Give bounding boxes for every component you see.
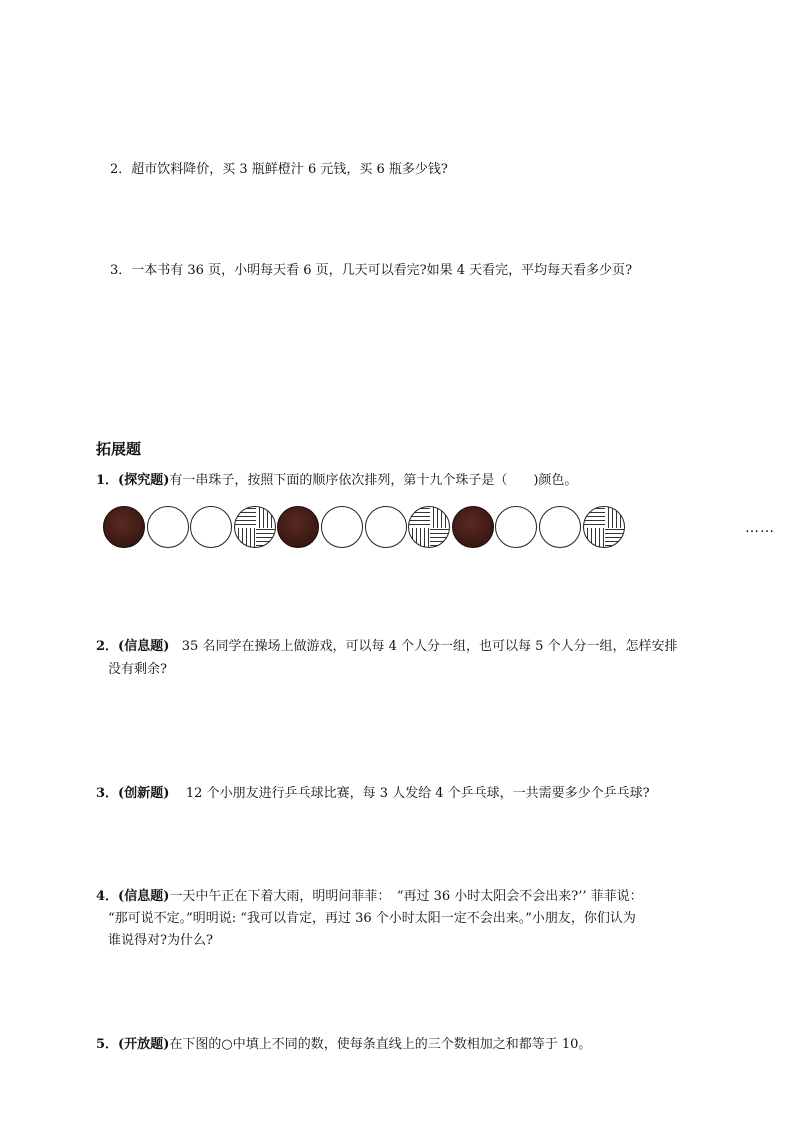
white-bead [321,506,363,548]
white-bead [365,506,407,548]
dark-bead [277,506,319,548]
pattern-bead [408,506,450,548]
problem-text: 在下图的○中填上不同的数，使每条直线上的三个数相加之和都等于 10。 [169,1037,592,1052]
problem-text: 12 个小朋友进行乒乓球比赛，每 3 人发给 4 个乒乓球，一共需要多少个乒乓球? [185,786,650,801]
extension-problem-2 [96,638,678,656]
problem-number: 5． [96,1037,119,1052]
problem-text: 35 名同学在操场上做游戏，可以每 4 个人分一组，也可以每 5 个人分一组，怎样安排 [181,639,678,654]
problem-number: 2． [96,639,119,654]
pattern-bead [234,506,276,548]
extension-problem-1 [96,472,577,490]
dark-bead [103,506,145,548]
problem-text: 有一串珠子，按照下面的顺序依次排列，第十九个珠子是（ )颜色。 [169,473,578,488]
extension-problem-4-cont2: 谁说得对?为什么? [108,933,213,948]
pattern-bead [583,506,625,548]
ellipsis: …… [745,520,775,536]
extension-problem-3 [96,785,650,803]
extension-problem-5 [96,1036,591,1054]
problem-tag: (开放题) [118,1037,170,1052]
problem-3: 3．一本书有 36 页，小明每天看 6 页，几天可以看完?如果 4 天看完，平均每天看多少页? [110,263,633,278]
white-bead [495,506,537,548]
white-bead [539,506,581,548]
white-bead [147,506,189,548]
extension-problem-2-cont: 没有剩余? [108,662,167,677]
problem-text: 一天中午正在下着大雨，明明问菲菲： “再过 36 小时太阳会不会出来?’’ 菲菲说： [169,889,643,904]
problem-tag: (创新题) [118,786,170,801]
problem-tag: (信息题) [118,639,170,654]
bead-sequence [103,506,775,552]
dark-bead [452,506,494,548]
problem-tag: (信息题) [118,889,170,904]
problem-tag: (探究题) [118,473,170,488]
problem-number: 4． [96,889,119,904]
problem-2: 2．超市饮料降价，买 3 瓶鲜橙汁 6 元钱，买 6 瓶多少钱? [110,162,448,177]
extension-problem-4 [96,888,643,906]
problem-number: 1． [96,473,119,488]
section-heading: 拓展题 [96,440,142,458]
extension-problem-4-cont: “那可说不定。”明明说: “我可以肯定，再过 36 个小时太阳一定不会出来。”小朋友，你们认为 [108,911,636,926]
white-bead [190,506,232,548]
problem-number: 3． [96,786,119,801]
